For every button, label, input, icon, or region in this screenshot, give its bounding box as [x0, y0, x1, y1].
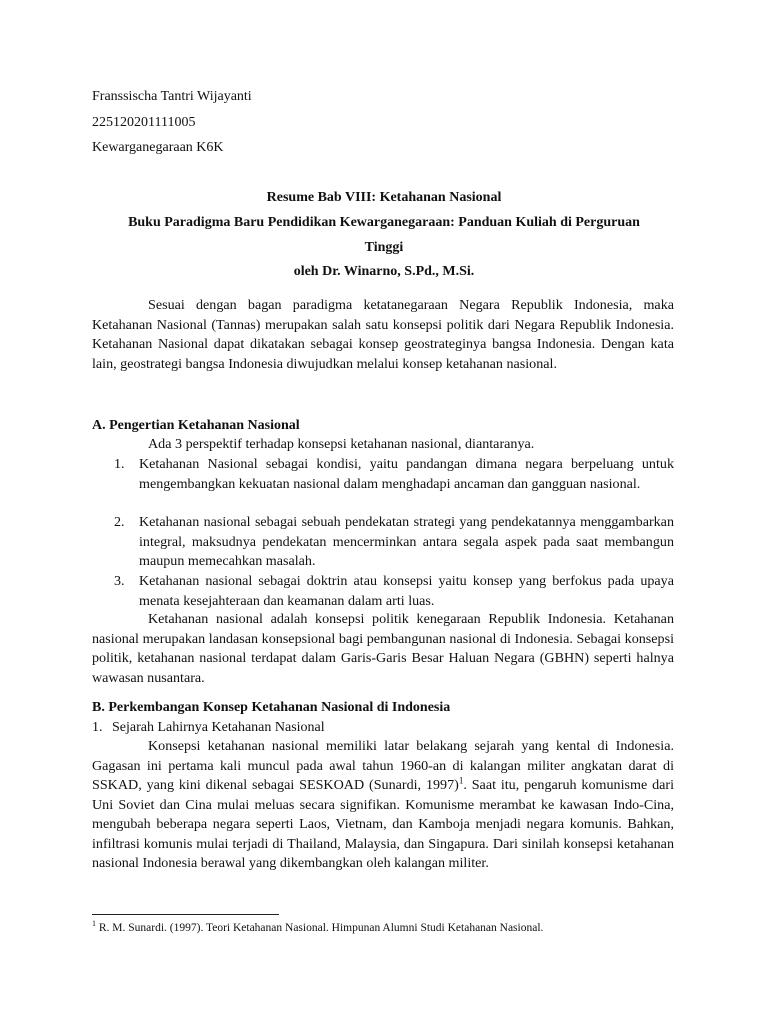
section-a-lead: [92, 435, 674, 455]
list-number: 3.: [114, 573, 125, 589]
list-number: 2.: [114, 514, 125, 530]
section-b-text-part1: Konsepsi ketahanan nasional memiliki latar belakang sejarah yang kental di Indonesia. Gagasan ini pertama kali muncul pada awal tahun 1960-an di kalangan militer angkatan darat di SSKAD, yang kini dikenal sebagai SESKOAD (Sunardi, 1997): [92, 738, 674, 793]
course-name: Kewarganegaraan K6K: [92, 140, 224, 155]
section-a-closing: [92, 610, 674, 688]
list-text: Ketahanan nasional sebagai doktrin atau konsepsi yaitu konsep yang berfokus pada upaya menata kesejahteraan dan keamanan dalam arti luas.: [139, 573, 674, 609]
list-text: Ketahanan Nasional sebagai kondisi, yaitu pandangan dimana negara berpeluang untuk mengembangkan kekuatan nasional dalam menghadapi ancaman dan gangguan nasional.: [139, 456, 674, 492]
title-line-1: Resume Bab VIII: Ketahanan Nasional: [266, 190, 502, 205]
subheading-number: 1.: [92, 720, 103, 735]
section-a-lead-text: Ada 3 perspektif terhadap konsepsi ketahanan nasional, diantaranya.: [148, 436, 535, 452]
author-name: Franssischa Tantri Wijayanti: [92, 89, 252, 104]
list-number: 1.: [114, 456, 125, 472]
title-line-2: Buku Paradigma Baru Pendidikan Kewarganegaraan: Panduan Kuliah di Perguruan: [128, 215, 640, 230]
subheading-text: Sejarah Lahirnya Ketahanan Nasional: [112, 720, 325, 735]
list-item: [92, 572, 674, 611]
intro-paragraph: [92, 296, 674, 374]
title-line-4: oleh Dr. Winarno, S.Pd., M.Si.: [293, 264, 475, 279]
list-item: [92, 455, 674, 494]
section-b-text-part2: . Saat itu, pengaruh komunisme dari Uni Soviet dan Cina mulai meluas secara signifikan. Komunisme merambat ke kawasan Indo-Cina, mengubah beberapa negara seperti Laos, Vietnam, dan Kamboja menjadi negara komunis. Bahkan, infiltrasi komunis mulai terjadi di Thailand, Malaysia, dan Singapura. Dari sinilah konsepsi ketahanan nasional Indonesia berawal yang dikembangkan oleh kalangan militer.: [92, 777, 674, 871]
footnote-divider: [92, 914, 279, 915]
footnote: [92, 920, 543, 936]
section-a-closing-text: Ketahanan nasional adalah konsepsi politik kenegaraan Republik Indonesia. Ketahanan nasional merupakan landasan konsepsional bagi pembangunan nasional di Indonesia. Sebagai konsepsi politik, ketahanan nasional terdapat dalam Garis-Garis Besar Haluan Negara (GBHN) seperti halnya wawasan nusantara.: [92, 611, 674, 686]
footnote-text: R. M. Sunardi. (1997). Teori Ketahanan Nasional. Himpunan Alumni Studi Ketahanan Nasional.: [96, 922, 544, 934]
section-b-subheading: [92, 718, 325, 738]
list-text: Ketahanan nasional sebagai sebuah pendekatan strategi yang pendekatannya menggambarkan integral, maksudnya pendekatan mencerminkan antara segala aspek pada saat membangun maupun memecahkan masalah.: [139, 514, 674, 569]
section-b-paragraph: [92, 737, 674, 874]
list-item: [92, 513, 674, 572]
section-a-heading: A. Pengertian Ketahanan Nasional: [92, 418, 300, 433]
student-id: 225120201111005: [92, 115, 196, 130]
section-b-heading: B. Perkembangan Konsep Ketahanan Nasional di Indonesia: [92, 700, 451, 715]
footnote-mark: 1: [92, 919, 96, 929]
footnote-reference[interactable]: 1: [458, 775, 464, 786]
intro-text: Sesuai dengan bagan paradigma ketatanegaraan Negara Republik Indonesia, maka Ketahanan Nasional (Tannas) merupakan salah satu konsepsi politik dari Negara Republik Indonesia. Ketahanan Nasional dapat dikatakan sebagai konsep geostrateginya bangsa Indonesia. Dengan kata lain, geostrategi bangsa Indonesia diwujudkan melalui konsep ketahanan nasional.: [92, 297, 674, 372]
title-line-3: Tinggi: [364, 240, 404, 255]
